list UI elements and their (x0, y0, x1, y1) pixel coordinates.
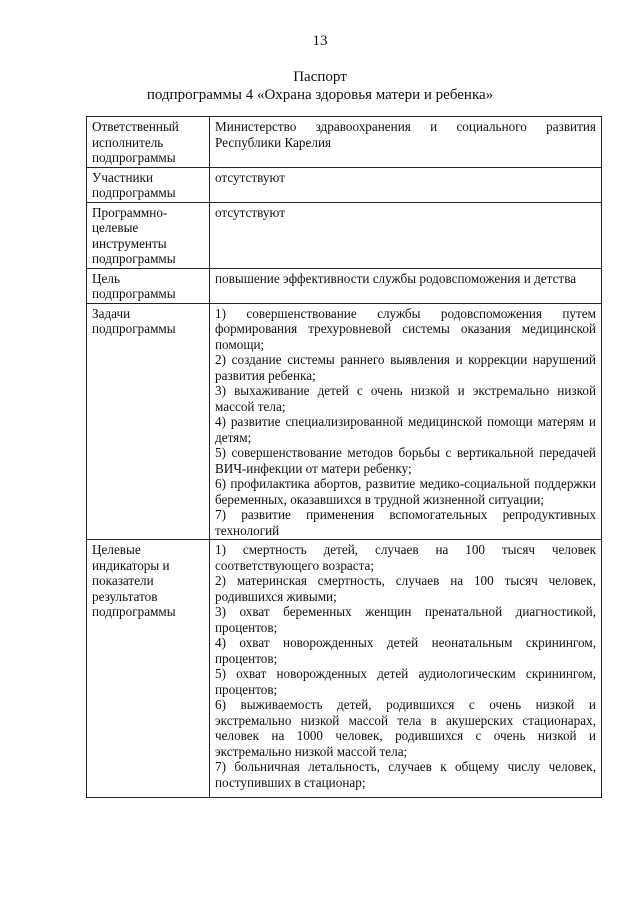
row-content-cell (210, 202, 602, 268)
row-content-item: отсутствуют (215, 204, 285, 220)
row-content-item: 2) создание системы раннего выявления и коррекции нарушений развития ребенка; (215, 352, 596, 383)
row-label-line: показатели (92, 573, 154, 588)
row-content-item: 3) выхаживание детей с очень низкой и экстремально низкой массой тела; (215, 383, 596, 414)
row-content-item: 7) больничная летальность, случаев к общему числу человек, поступивших в стационар; (215, 759, 596, 790)
row-label-cell (87, 117, 210, 168)
row-content-item: 4) охват новорожденных детей неонатальным скринингом, процентов; (215, 635, 596, 666)
row-content-item: отсутствуют (215, 169, 285, 185)
title-line-2: подпрограммы 4 «Охрана здоровья матери и ребенка» (146, 87, 494, 103)
passport-row (87, 117, 602, 168)
document-title (0, 68, 640, 104)
row-content-item: 6) выживаемость детей, родившихся с очень низкой и экстремально низкой массой тела в акушерских стационарах, человек на 1000 человек, родившихся с очень низкой и экстремально низкой массой тела; (215, 697, 596, 759)
row-content-cell (210, 167, 602, 202)
row-label-cell (87, 167, 210, 202)
row-label-line: Цель (92, 270, 120, 286)
row-content-item: 6) профилактика абортов, развитие медико-социальной поддержки беременных, оказавшихся в трудной жизненной ситуации; (215, 476, 596, 507)
row-label-line: Участники (92, 169, 154, 185)
row-content-item: 5) охват новорожденных детей аудиологическим скринингом, процентов; (215, 666, 596, 697)
passport-row (87, 303, 602, 540)
row-label-line: подпрограммы (92, 251, 176, 266)
row-label-line: индикаторы и (92, 557, 170, 573)
row-content-item: 1) совершенствование службы родовспоможения путем формирования трехуровневой системы оказания медицинской помощи; (215, 305, 596, 352)
row-content-item: 1) смертность детей, случаев на 100 тысяч человек соответствующего возраста; (215, 542, 596, 573)
row-content-cell (210, 268, 602, 303)
row-label-line: исполнитель (92, 134, 164, 150)
passport-row (87, 540, 602, 798)
row-content-cell (210, 540, 602, 798)
row-content-item: 4) развитие специализированной медицинской помощи матерям и детям; (215, 414, 596, 445)
row-label-line: Целевые (92, 542, 141, 557)
row-label-line: подпрограммы (92, 321, 176, 336)
passport-table-body (87, 117, 602, 798)
row-bottom-padding (215, 790, 596, 796)
row-content-cell (210, 117, 602, 168)
passport-row (87, 268, 602, 303)
row-label-cell (87, 303, 210, 540)
page-number: 13 (312, 33, 328, 49)
row-content-cell (210, 303, 602, 540)
title-line-1: Паспорт (293, 69, 347, 85)
row-label-line: подпрограммы (92, 604, 176, 619)
row-content-item: Министерство здравоохранения и социального развития Республики Карелия (215, 119, 596, 150)
row-content-item: 5) совершенствование методов борьбы с вертикальной передачей ВИЧ-инфекции от матери ребенку; (215, 445, 596, 476)
row-label-line: Задачи (92, 305, 131, 321)
row-label-line: инструменты (92, 235, 167, 251)
row-label-line: Ответственный (92, 119, 179, 134)
row-label-cell (87, 540, 210, 798)
row-label-line: подпрограммы (92, 150, 176, 165)
row-label-line: подпрограммы (92, 185, 176, 200)
row-label-line: Программно- (92, 204, 168, 220)
passport-table (86, 116, 602, 798)
row-content-item: 7) развитие применения вспомогательных репродуктивных технологий (215, 507, 596, 538)
row-label-line: результатов (92, 588, 158, 604)
passport-row (87, 167, 602, 202)
row-content-item: 3) охват беременных женщин пренатальной диагностикой, процентов; (215, 604, 596, 635)
row-content-item: повышение эффективности службы родовспоможения и детства (215, 270, 577, 286)
row-label-line: целевые (92, 220, 139, 235)
row-content-item: 2) материнская смертность, случаев на 100 тысяч человек, родившихся живыми; (215, 573, 596, 604)
row-label-cell (87, 202, 210, 268)
row-label-line: подпрограммы (92, 286, 176, 301)
row-label-cell (87, 268, 210, 303)
passport-row (87, 202, 602, 268)
